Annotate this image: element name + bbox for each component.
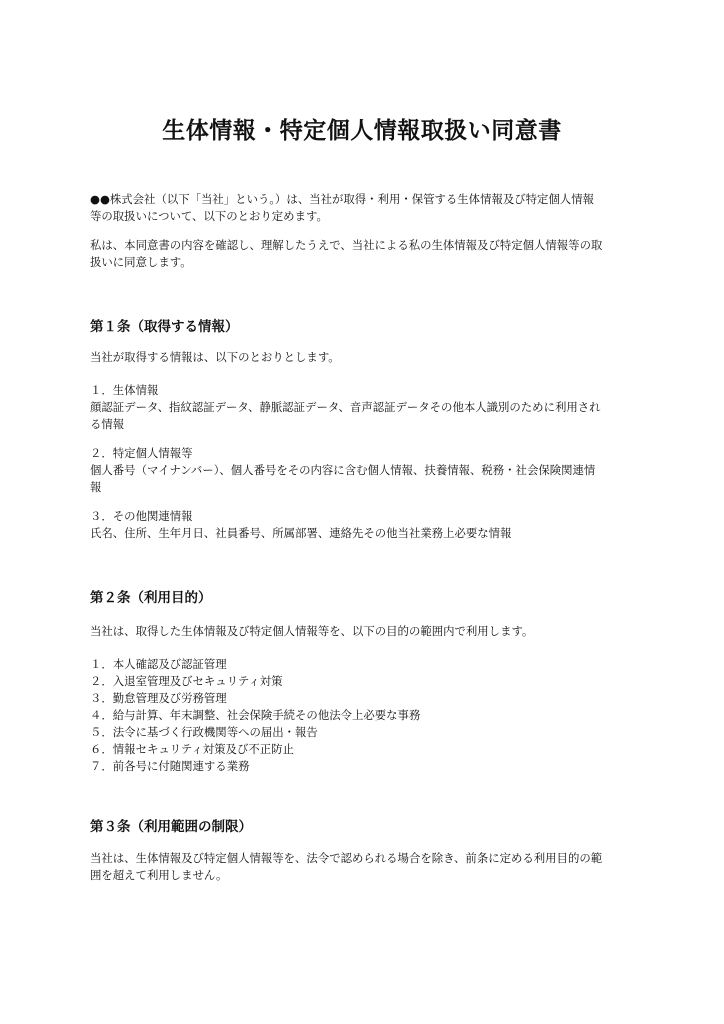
consent-line-1: 私は、本同意書の内容を確認し、理解したうえで、当社による私の生体情報及び特定個人情報等の取 [90,238,603,252]
consent-paragraph [90,237,642,271]
purpose-item-5: ５．法令に基づく行政機関等への届出・報告 [90,725,318,739]
item-3-title: ３．その他関連情報 [90,509,193,523]
article-2-lead-text: 当社は、取得した生体情報及び特定個人情報等を、以下の目的の範囲内で利用します。 [90,624,534,638]
purpose-item-6: ６．情報セキュリティ対策及び不正防止 [90,742,294,756]
article-1-item-2 [90,445,642,496]
article-1-heading: 第１条（取得する情報） [90,319,239,335]
purpose-item-2: ２．入退室管理及びセキュリティ対策 [90,674,283,688]
article-3-body [90,850,642,884]
article-3-body-line-2: 囲を超えて利用しません。 [90,868,228,882]
purpose-item-7: ７．前各号に付随関連する業務 [90,759,250,773]
item-2-body-line-1: 個人番号（マイナンバー）、個人番号をその内容に含む個人情報、扶養情報、税務・社会保険関連情 [90,463,596,477]
item-1-title: １．生体情報 [90,383,159,397]
purpose-list-container [90,656,642,775]
item-3-body: 氏名、住所、生年月日、社員番号、所属部署、連絡先その他当社業務上必要な情報 [90,526,512,540]
intro-paragraph [90,191,642,225]
article-1-lead-text: 当社が取得する情報は、以下のとおりとします。 [90,350,340,364]
purpose-item-4: ４．給与計算、年末調整、社会保険手続その他法令上必要な事務 [90,708,421,722]
article-2-heading: 第２条（利用目的） [90,590,212,606]
article-1-lead [90,349,642,366]
purpose-item-1: １．本人確認及び認証管理 [90,657,227,671]
consent-line-2: 扱いに同意します。 [90,255,192,269]
intro-line-2: 等の取扱いについて、以下のとおり定めます。 [90,209,328,223]
article-2-lead [90,623,642,640]
purpose-list [90,656,642,775]
item-2-body-line-2: 報 [90,480,102,494]
article-1-item-1 [90,382,642,433]
article-3-body-line-1: 当社は、生体情報及び特定個人情報等を、法令で認められる場合を除き、前条に定める利用目的の範 [90,851,603,865]
item-2-title: ２．特定個人情報等 [90,446,193,460]
article-1-item-3 [90,508,642,542]
purpose-item-3: ３．勤怠管理及び労務管理 [90,691,227,705]
article-3-heading: 第３条（利用範囲の制限） [90,819,252,835]
document-title: 生体情報・特定個人情報取扱い同意書 [162,118,562,144]
item-1-body-line-1: 顔認証データ、指紋認証データ、静脈認証データ、音声認証データその他本人識別のために利用され [90,400,601,414]
item-1-body-line-2: る情報 [90,417,125,431]
intro-line-1: ●●株式会社（以下「当社」という。）は、当社が取得・利用・保管する生体情報及び特定個人情報 [90,192,594,206]
